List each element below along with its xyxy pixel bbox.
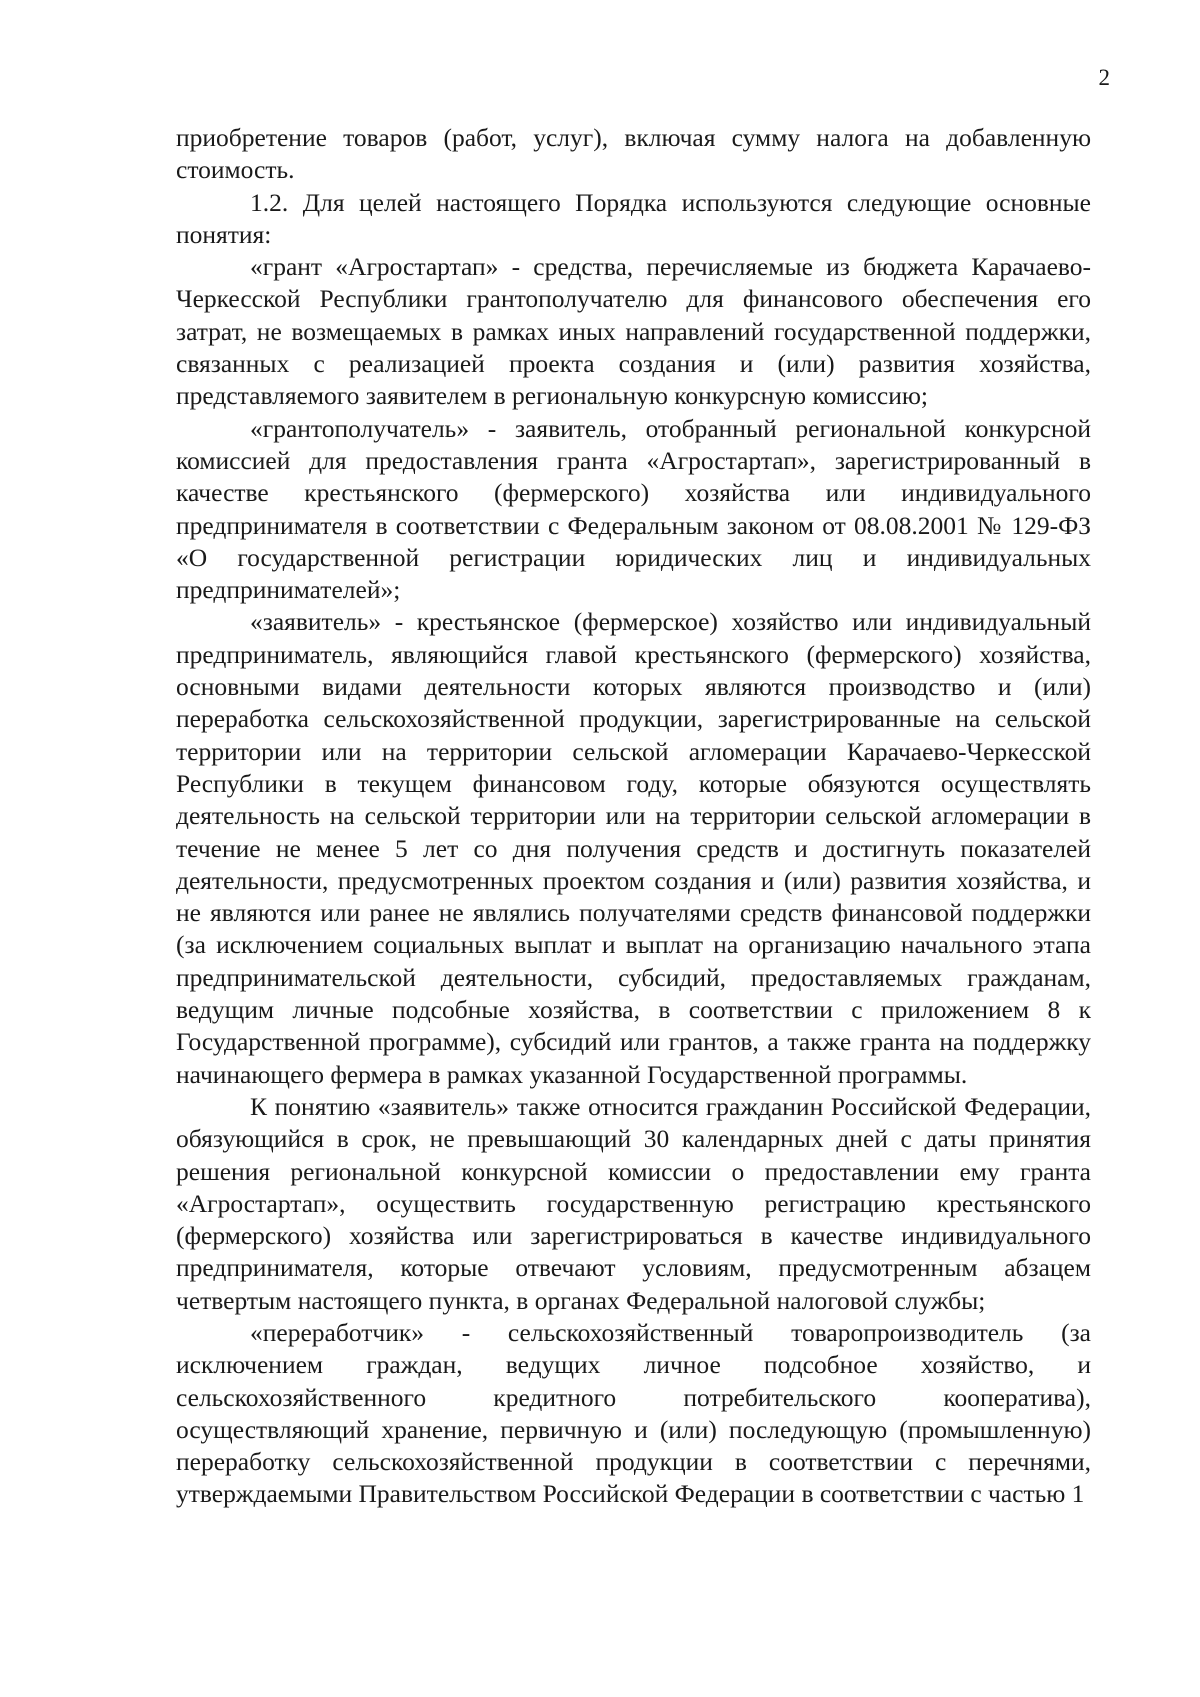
paragraph-basic-concepts: 1.2. Для целей настоящего Порядка используются следующие основные понятия: [176, 187, 1091, 249]
paragraph-definition-applicant: «заявитель» - крестьянское (фермерское) хозяйство или индивидуальный предприниматель, являющийся главой крестьянского (фермерского) хозяйства, основными видами деятельности которых являются производство и (или) переработка сельскохозяйственной продукции, зарегистрированные на сельской территории или на территории сельской агломерации Карачаево-Черкесской Республики в текущем финансовом году, которые обязуются осуществлять деятельность на сельской территории или на территории сельской агломерации в течение не менее 5 лет со дня получения средств и достигнуть показателей деятельности, предусмотренных проектом создания и (или) развития хозяйства, и не являются или ранее не являлись получателями средств финансовой поддержки (за исключением социальных выплат и выплат на организацию начального этапа предпринимательской деятельности, субсидий, предоставляемых гражданам, ведущим личные подсобные хозяйства, в соответствии с приложением 8 к Государственной программе), субсидий или грантов, а также гранта на поддержку начинающего фермера в рамках указанной Государственной программы. [176, 607, 1091, 1089]
paragraph-applicant-citizen: К понятию «заявитель» также относится гражданин Российской Федерации, обязующийся в срок, не превышающий 30 календарных дней с даты принятия решения региональной конкурсной комиссии о предоставлении ему гранта «Агростартап», осуществить государственную регистрацию крестьянского (фермерского) хозяйства или зарегистрироваться в качестве индивидуального предпринимателя, которые отвечают условиям, предусмотренным абзацем четвертым настоящего пункта, в органах Федеральной налоговой службы; [176, 1091, 1091, 1315]
page-number: 2 [1098, 65, 1110, 90]
document-body [176, 122, 1091, 1511]
paragraph-definition-grant-agrostartap: «грант «Агростартап» - средства, перечисляемые из бюджета Карачаево-Черкесской Республики грантополучателю для финансового обеспечения его затрат, не возмещаемых в рамках иных направлений государственной поддержки, связанных с реализацией проекта создания и (или) развития хозяйства, представляемого заявителем в региональную конкурсную комиссию; [176, 252, 1091, 411]
paragraph-purchase-vat: приобретение товаров (работ, услуг), включая сумму налога на добавленную стоимость. [176, 123, 1091, 185]
paragraph-definition-grant-recipient: «грантополучатель» - заявитель, отобранный региональной конкурсной комиссией для предоставления гранта «Агростартап», зарегистрированный в качестве крестьянского (фермерского) хозяйства или индивидуального предпринимателя в соответствии с Федеральным законом от 08.08.2001 № 129-ФЗ «О государственной регистрации юридических лиц и индивидуальных предпринимателей»; [176, 413, 1091, 605]
paragraph-definition-processor: «переработчик» - сельскохозяйственный товаропроизводитель (за исключением граждан, ведущих личное подсобное хозяйство, и сельскохозяйственного кредитного потребительского кооператива), осуществляющий хранение, первичную и (или) последующую (промышленную) переработку сельскохозяйственной продукции в соответствии с перечнями, утверждаемыми Правительством Российской Федерации в соответствии с частью 1 [176, 1317, 1091, 1509]
